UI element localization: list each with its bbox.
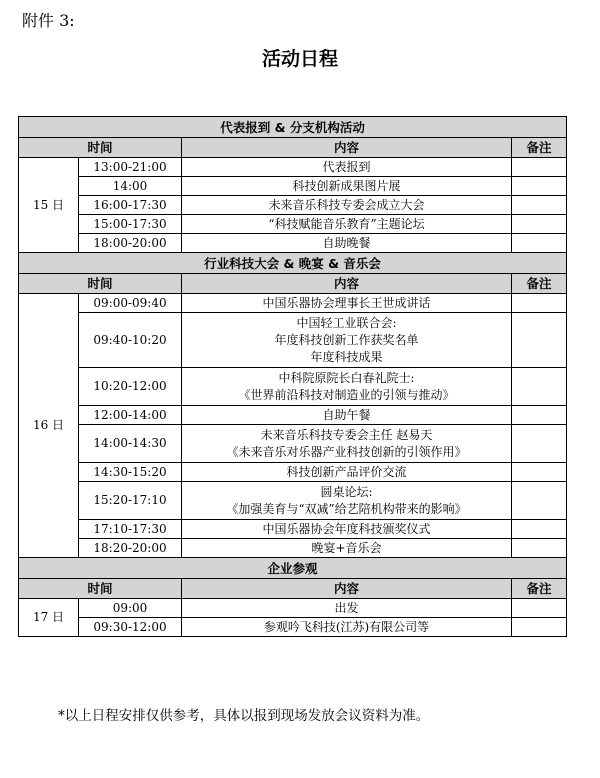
note-cell (512, 158, 567, 177)
day-cell: 15 日 (19, 158, 79, 253)
table-row (19, 158, 567, 177)
content-line: 自助午餐 (322, 407, 371, 422)
time-cell: 12:00-14:00 (79, 406, 182, 425)
content-line: 中科院原院长白春礼院士: (278, 370, 415, 385)
note-cell (512, 368, 567, 406)
content-cell (182, 234, 512, 253)
content-cell (182, 158, 512, 177)
content-line: 出发 (334, 600, 359, 615)
content-line: 年度科技创新工作获奖名单 (274, 332, 419, 347)
header-time: 时间 (19, 138, 182, 158)
time-cell: 15:00-17:30 (79, 215, 182, 234)
content-cell (182, 196, 512, 215)
day-cell: 17 日 (19, 599, 79, 637)
header-note: 备注 (512, 138, 567, 158)
table-row (19, 234, 567, 253)
content-line: 圆桌论坛: (320, 484, 373, 499)
time-cell: 17:10-17:30 (79, 520, 182, 539)
content-line: 中国轻工业联合会: (296, 315, 397, 330)
content-line: 《世界前沿科技对制造业的引领与推动》 (238, 387, 455, 402)
section-row (19, 558, 567, 579)
content-line: 参观吟飞科技(江苏)有限公司等 (263, 619, 430, 634)
content-cell (182, 215, 512, 234)
header-time: 时间 (19, 274, 182, 294)
content-cell (182, 368, 512, 406)
header-content: 内容 (182, 579, 512, 599)
time-cell: 16:00-17:30 (79, 196, 182, 215)
header-row (19, 138, 567, 158)
time-cell: 09:30-12:00 (79, 618, 182, 637)
content-cell (182, 463, 512, 482)
table-row (19, 539, 567, 558)
header-time: 时间 (19, 579, 182, 599)
time-cell: 13:00-21:00 (79, 158, 182, 177)
content-line: 《未来音乐对乐器产业科技创新的引领作用》 (226, 444, 467, 459)
time-cell: 14:30-15:20 (79, 463, 182, 482)
time-cell: 14:00 (79, 177, 182, 196)
content-cell (182, 539, 512, 558)
header-note: 备注 (512, 579, 567, 599)
time-cell: 15:20-17:10 (79, 482, 182, 520)
time-cell: 14:00-14:30 (79, 425, 182, 463)
content-cell (182, 313, 512, 368)
content-cell (182, 177, 512, 196)
content-line: 《加强美育与“双减”给艺陪机构带来的影响》 (226, 501, 467, 516)
time-cell: 09:00-09:40 (79, 294, 182, 313)
header-note: 备注 (512, 274, 567, 294)
page-title: 活动日程 (261, 48, 338, 70)
table-row (19, 618, 567, 637)
content-line: 未来音乐科技专委会主任 赵易天 (260, 427, 433, 442)
time-cell: 18:00-20:00 (79, 234, 182, 253)
content-cell (182, 294, 512, 313)
section-row (19, 117, 567, 138)
time-cell: 09:00 (79, 599, 182, 618)
table-row (19, 196, 567, 215)
content-cell (182, 425, 512, 463)
content-line: 中国乐器协会年度科技颁奖仪式 (262, 521, 431, 536)
table-row (19, 482, 567, 520)
note-cell (512, 482, 567, 520)
note-cell (512, 177, 567, 196)
section-row (19, 253, 567, 274)
content-line: 年度科技成果 (310, 349, 383, 364)
content-cell (182, 599, 512, 618)
section-title: 行业科技大会 & 晚宴 & 音乐会 (19, 253, 567, 274)
content-line: 科技创新成果图片展 (292, 178, 401, 193)
note-cell (512, 599, 567, 618)
attachment-label: 附件 3: (22, 11, 75, 30)
section-title: 代表报到 & 分支机构活动 (19, 117, 567, 138)
content-cell (182, 482, 512, 520)
note-cell (512, 618, 567, 637)
header-content: 内容 (182, 274, 512, 294)
header-content: 内容 (182, 138, 512, 158)
note-cell (512, 215, 567, 234)
content-line: 晚宴+音乐会 (311, 540, 382, 555)
table-row (19, 294, 567, 313)
content-line: 未来音乐科技专委会成立大会 (268, 197, 425, 212)
table-row (19, 463, 567, 482)
time-cell: 18:20-20:00 (79, 539, 182, 558)
table-row (19, 215, 567, 234)
time-cell: 09:40-10:20 (79, 313, 182, 368)
content-line: 中国乐器协会理事长王世成讲话 (262, 295, 431, 310)
table-row (19, 599, 567, 618)
note-cell (512, 406, 567, 425)
table-row (19, 425, 567, 463)
content-line: 自助晚餐 (322, 235, 371, 250)
content-line: 代表报到 (322, 159, 371, 174)
content-cell (182, 406, 512, 425)
note-cell (512, 234, 567, 253)
content-line: “科技赋能音乐教育”主题论坛 (268, 216, 425, 231)
table-row (19, 313, 567, 368)
table-row (19, 368, 567, 406)
table-row (19, 177, 567, 196)
schedule-table (18, 116, 567, 637)
note-cell (512, 196, 567, 215)
note-cell (512, 463, 567, 482)
note-cell (512, 520, 567, 539)
note-cell (512, 539, 567, 558)
day-cell: 16 日 (19, 294, 79, 558)
content-cell (182, 618, 512, 637)
content-line: 科技创新产品评价交流 (286, 464, 407, 479)
table-row (19, 520, 567, 539)
time-cell: 10:20-12:00 (79, 368, 182, 406)
table-row (19, 406, 567, 425)
header-row (19, 274, 567, 294)
content-cell (182, 520, 512, 539)
section-title: 企业参观 (19, 558, 567, 579)
footnote: *以上日程安排仅供参考，具体以报到现场发放会议资料为准。 (58, 708, 430, 724)
header-row (19, 579, 567, 599)
note-cell (512, 313, 567, 368)
note-cell (512, 294, 567, 313)
note-cell (512, 425, 567, 463)
